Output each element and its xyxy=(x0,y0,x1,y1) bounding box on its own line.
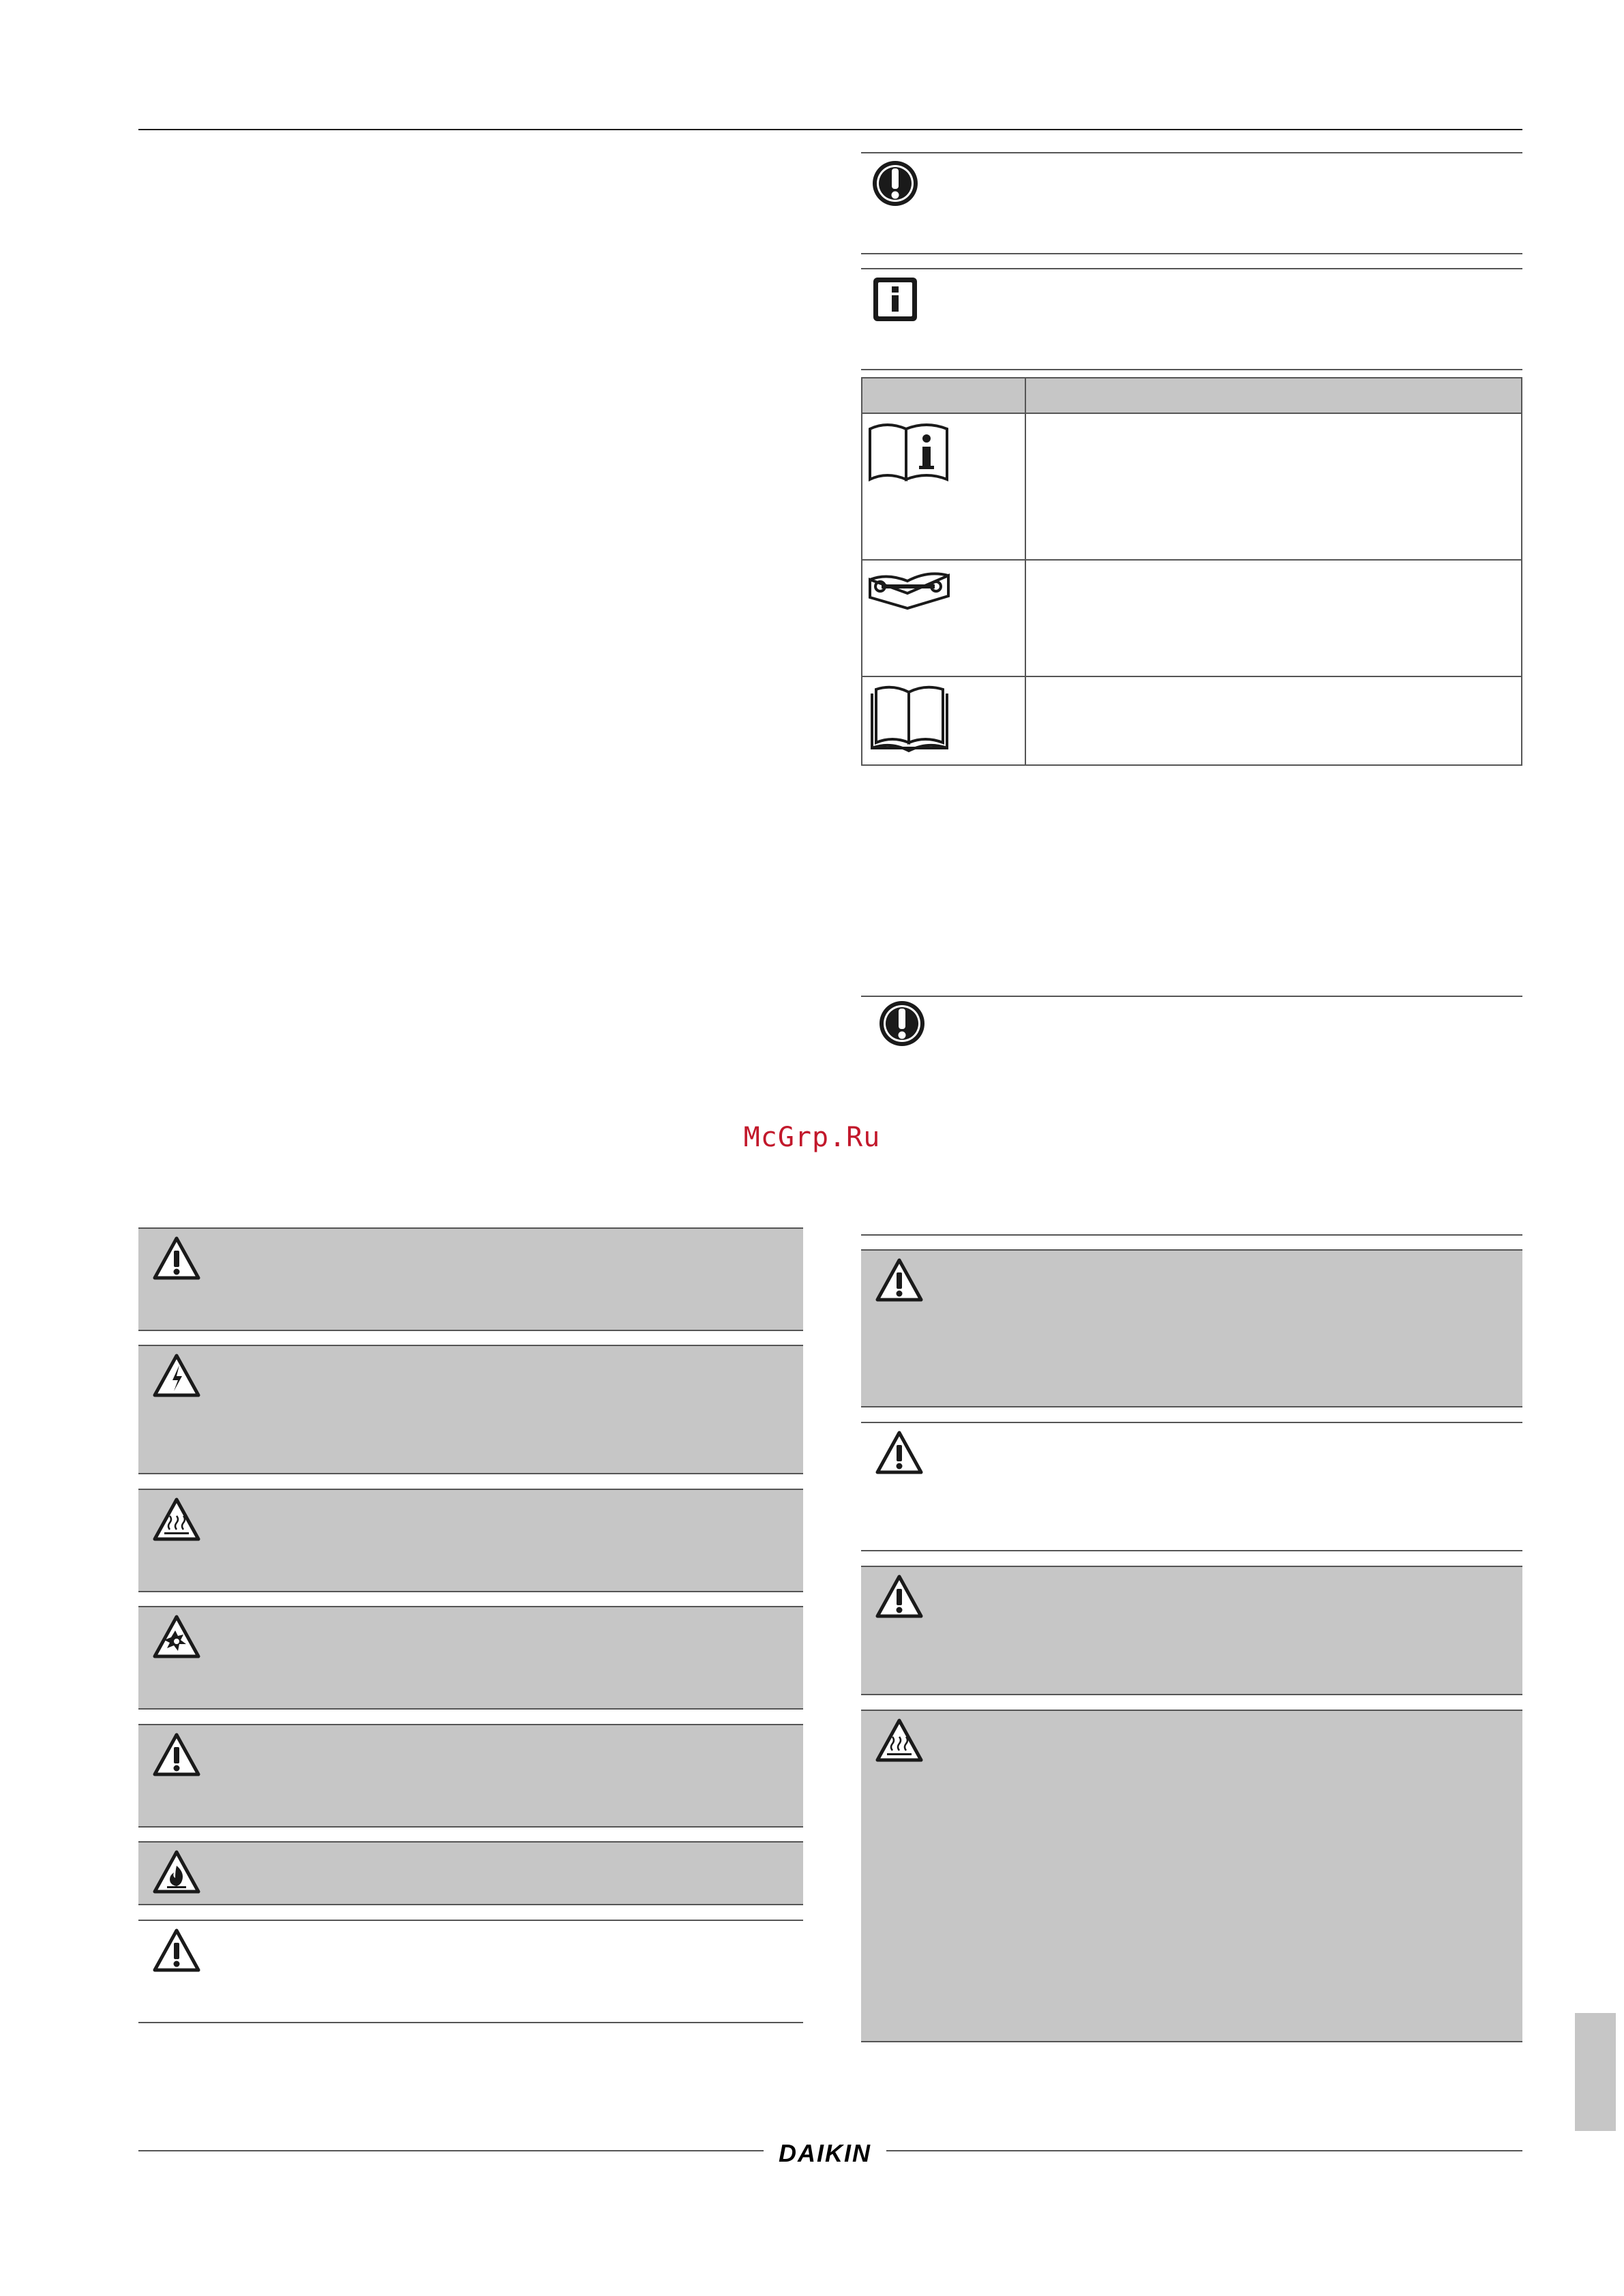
explosion-warning-box xyxy=(138,1606,803,1710)
daikin-logo: DAIKIN xyxy=(764,2140,886,2167)
open-book-info-icon xyxy=(867,419,952,485)
warning-triangle-icon xyxy=(152,1732,201,1778)
electric-hazard-icon xyxy=(152,1353,201,1399)
warning-triangle-icon xyxy=(152,1236,201,1282)
info-note xyxy=(861,268,1522,370)
hot-surface-icon xyxy=(152,1497,201,1543)
flammable-warning-box xyxy=(138,1841,803,1905)
warning-box-plain xyxy=(861,1422,1522,1551)
flammable-icon xyxy=(152,1849,201,1896)
table-header xyxy=(862,378,1521,414)
important-note xyxy=(861,152,1522,254)
warning-box xyxy=(861,1566,1522,1695)
documentation-table xyxy=(861,377,1522,766)
warning-box-plain xyxy=(138,1920,803,2023)
warning-box xyxy=(138,1724,803,1828)
exclamation-circle-icon xyxy=(871,159,920,208)
warning-box xyxy=(861,1249,1522,1407)
warning-triangle-icon xyxy=(152,1928,201,1974)
warning-triangle-icon xyxy=(875,1257,924,1304)
explosion-hazard-icon xyxy=(152,1614,201,1660)
hot-surface-warning-box xyxy=(138,1489,803,1592)
warning-triangle-icon xyxy=(875,1574,924,1620)
open-book-icon xyxy=(867,681,952,756)
electric-warning-box xyxy=(138,1345,803,1474)
warning-triangle-icon xyxy=(875,1430,924,1476)
wrench-book-icon xyxy=(867,566,952,611)
hot-surface-warning-box xyxy=(861,1710,1522,2042)
header-rule xyxy=(138,129,1522,130)
warning-box xyxy=(138,1227,803,1331)
exclamation-circle-icon xyxy=(877,999,927,1048)
hot-surface-icon xyxy=(875,1718,924,1764)
info-square-icon xyxy=(871,275,920,324)
watermark: McGrp.Ru xyxy=(743,1122,881,1153)
chapter-tab xyxy=(1575,2013,1616,2131)
